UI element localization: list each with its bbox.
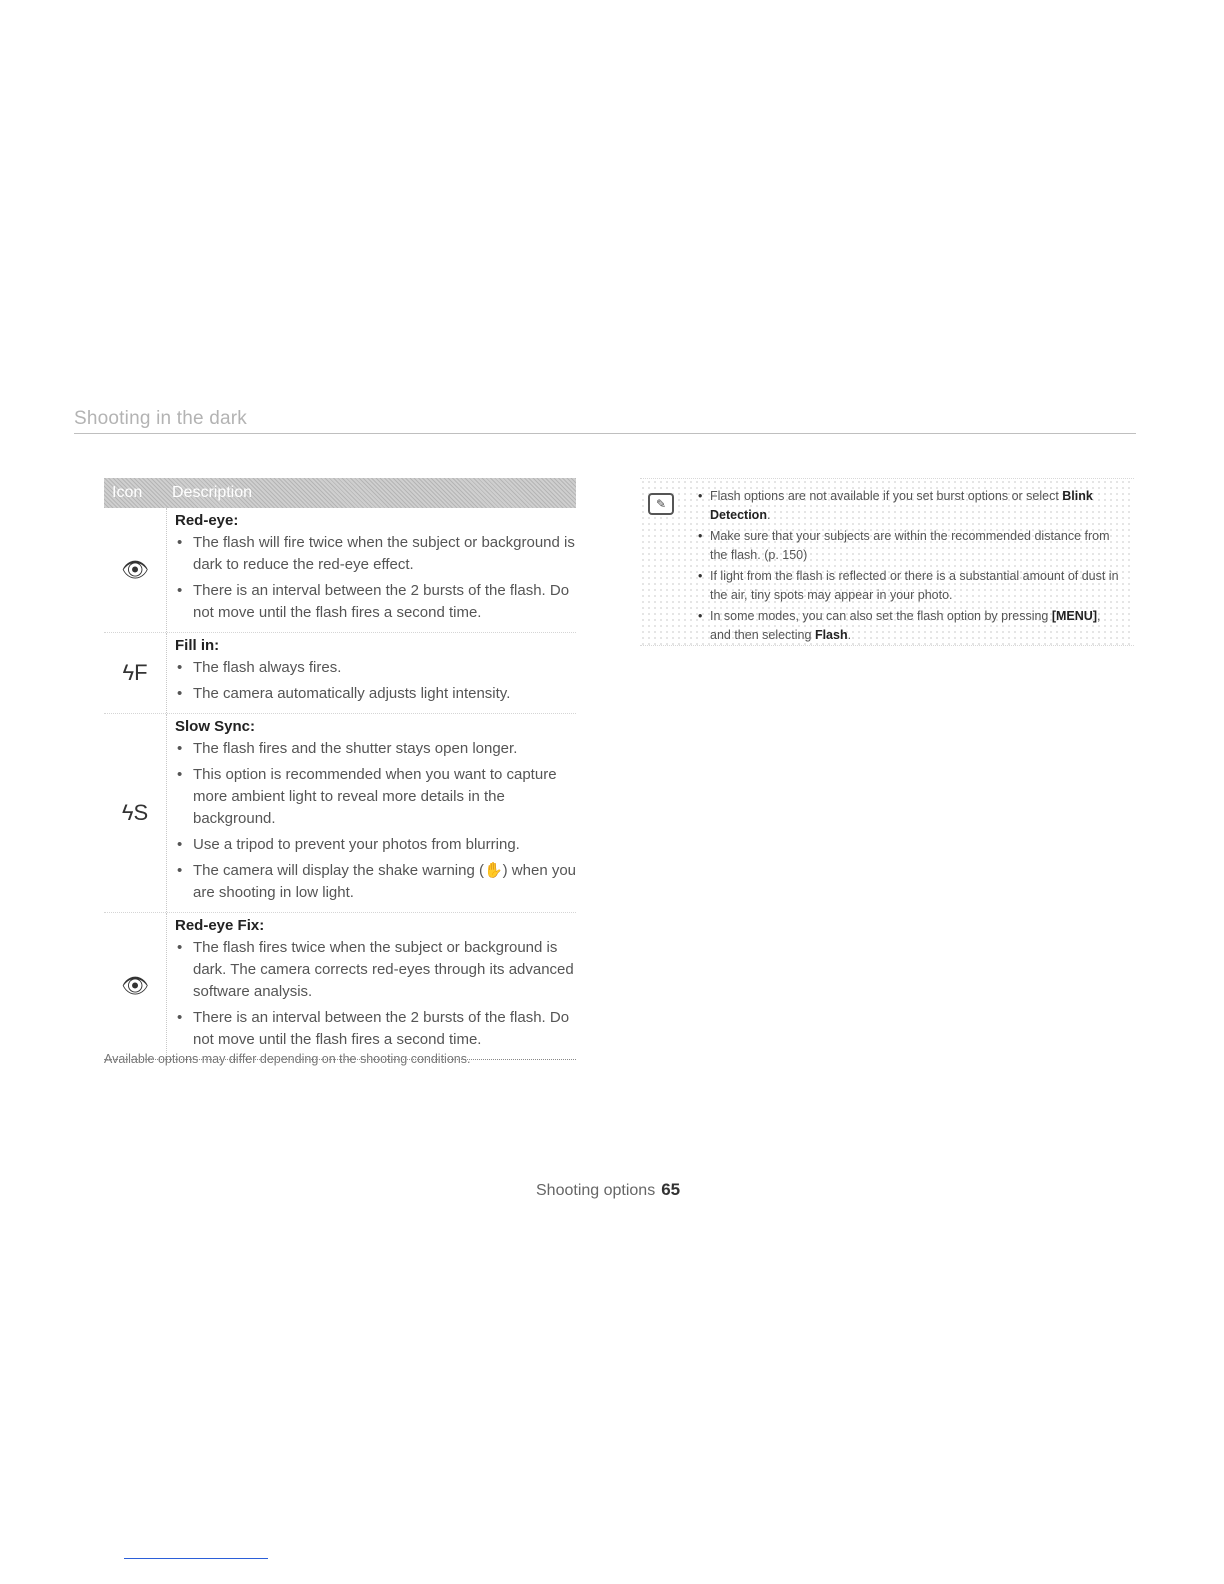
note-text: Blink Detection — [710, 489, 1093, 522]
red-eye-icon: 👁 — [121, 557, 149, 582]
note-list — [698, 487, 1122, 645]
note-text: In some modes, you can also set the flash option by pressing — [710, 609, 1052, 623]
table-row — [104, 913, 576, 1060]
table-header — [104, 478, 576, 508]
option-name: Slow Sync: — [175, 718, 256, 735]
table-row — [104, 508, 576, 633]
note-text: If light from the flash is reflected or there is a substantial amount of dust in the air, tiny spots may appear in your photo. — [710, 569, 1119, 602]
note-item — [698, 487, 1122, 525]
note-item — [698, 527, 1122, 565]
option-name: Red-eye Fix: — [175, 917, 265, 934]
note-item — [698, 607, 1122, 645]
header-icon-column: Icon — [112, 484, 143, 501]
note-text: , and then selecting — [710, 609, 1101, 642]
option-bullet: • The flash fires and the shutter stays open longer. — [175, 738, 576, 760]
note-item — [698, 567, 1122, 605]
option-bullet: • There is an interval between the 2 bursts of the flash. Do not move until the flash fires a second time. — [175, 580, 576, 624]
red-eye-fix-icon: 👁 — [121, 973, 149, 998]
bottom-link-line — [124, 1558, 268, 1559]
option-description — [166, 508, 576, 632]
note-text: [MENU] — [1051, 609, 1097, 623]
slow-sync-flash-icon: ϟS — [121, 800, 149, 825]
table-row — [104, 633, 576, 714]
fill-in-flash-icon: ϟF — [122, 660, 148, 685]
option-description — [166, 913, 576, 1059]
note-box — [640, 478, 1134, 646]
page-footer — [536, 1180, 680, 1200]
note-text: Make sure that your subjects are within the recommended distance from the flash. (p. 150) — [710, 529, 1110, 562]
note-icon: ✎ — [648, 493, 674, 515]
table-row — [104, 714, 576, 913]
option-name: Red-eye: — [175, 512, 239, 529]
page-number: 65 — [661, 1180, 681, 1199]
note-text: Flash options are not available if you set burst options or select — [710, 489, 1063, 503]
header-description-column: Description — [172, 484, 253, 501]
option-bullet: • The camera will display the shake warning (✋) when you are shooting in low light. — [175, 860, 576, 904]
note-text: Flash — [814, 628, 848, 642]
option-description — [166, 633, 576, 713]
option-name: Fill in: — [175, 637, 220, 654]
option-description — [166, 714, 576, 912]
footer-label: Shooting options — [536, 1182, 656, 1199]
note-text: . — [847, 628, 852, 642]
table-footnote: Available options may differ depending on the shooting conditions. — [104, 1052, 471, 1066]
flash-options-table — [104, 478, 576, 1060]
section-title: Shooting in the dark — [74, 408, 248, 429]
option-bullet: • This option is recommended when you want to capture more ambient light to reveal more details in the background. — [175, 764, 576, 830]
option-bullet: • The camera automatically adjusts light intensity. — [175, 683, 576, 705]
option-bullet: • The flash fires twice when the subject or background is dark. The camera corrects red-eyes through its advanced software analysis. — [175, 937, 576, 1003]
option-bullet: • There is an interval between the 2 bursts of the flash. Do not move until the flash fires a second time. — [175, 1007, 576, 1051]
option-bullet: • Use a tripod to prevent your photos from blurring. — [175, 834, 576, 856]
note-text: . — [766, 508, 771, 522]
section-divider — [74, 433, 1136, 434]
option-bullet: • The flash will fire twice when the subject or background is dark to reduce the red-eye effect. — [175, 532, 576, 576]
option-bullet: • The flash always fires. — [175, 657, 576, 679]
